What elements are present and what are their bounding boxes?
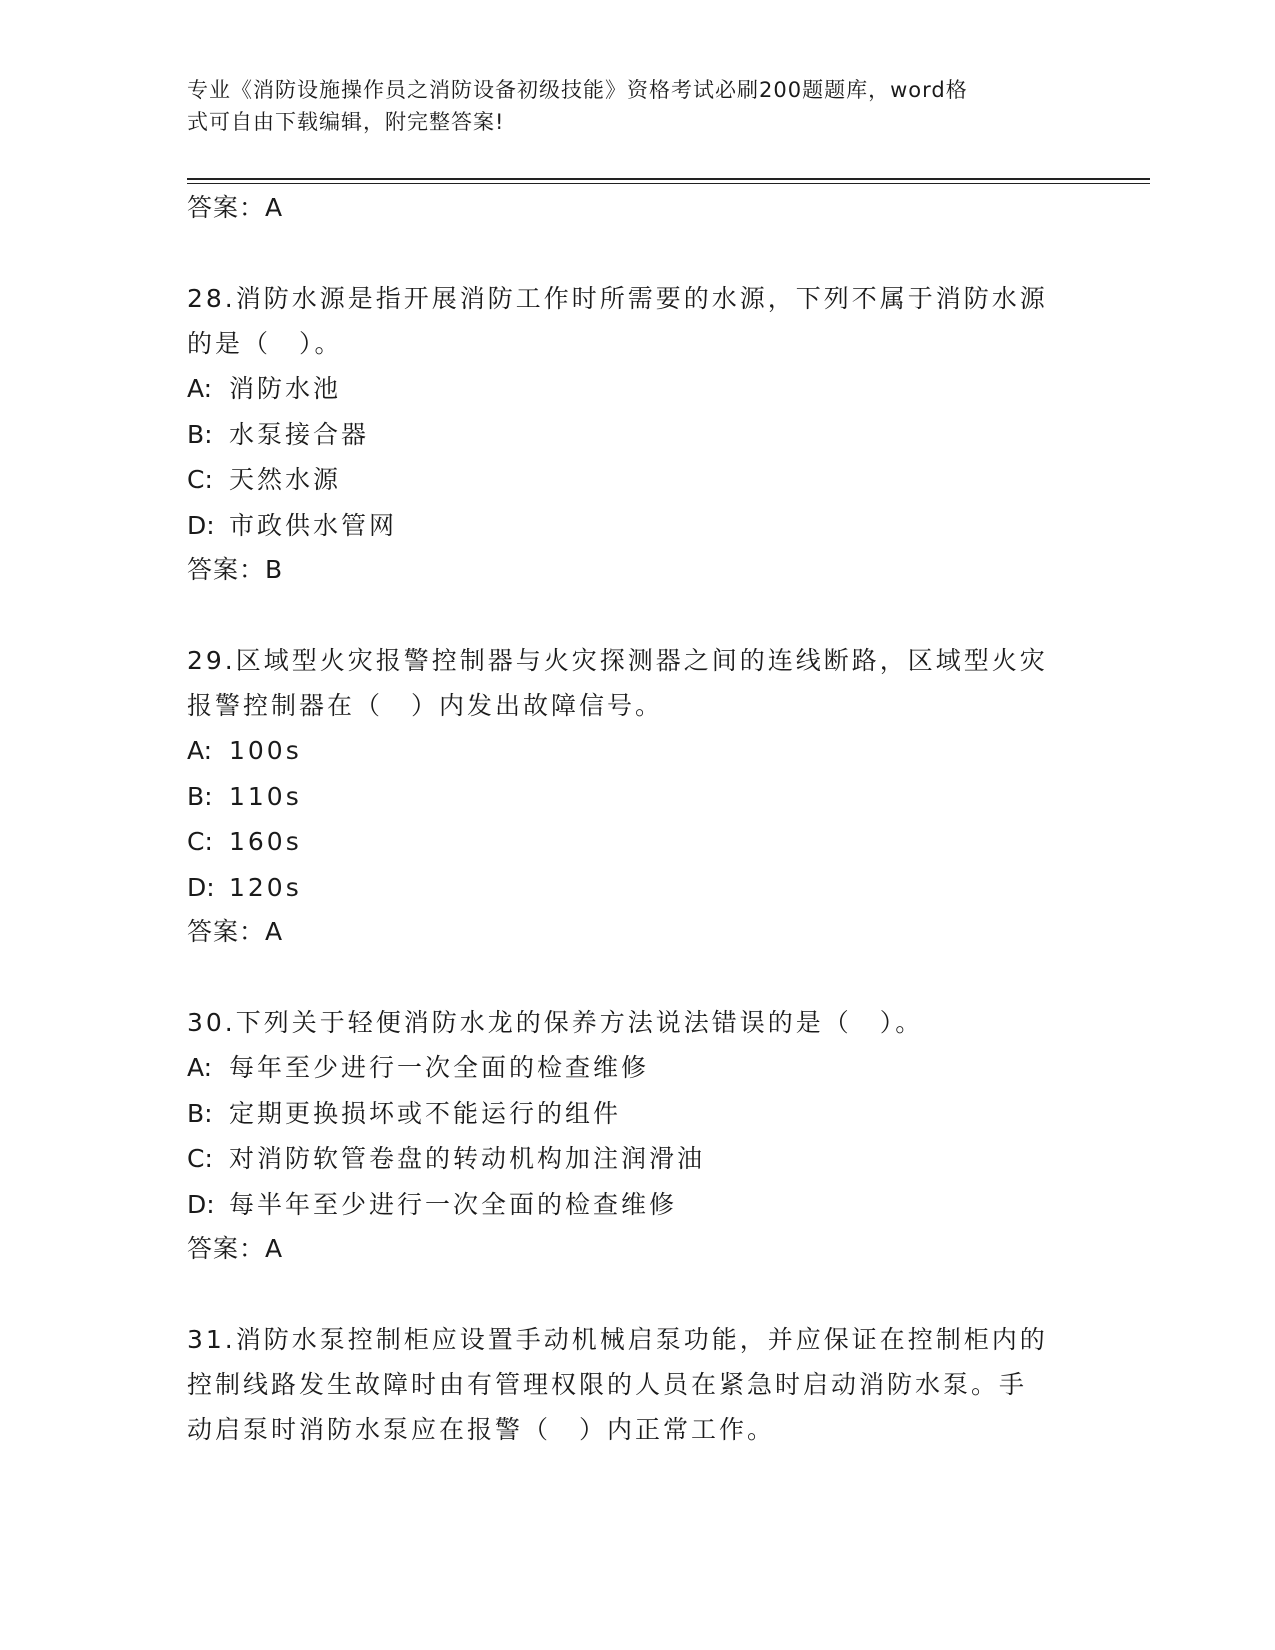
answer-line: 答案：B <box>187 555 284 584</box>
question-28 <box>187 276 1087 592</box>
option-text: 消防水池 <box>229 374 342 403</box>
option-letter: D: <box>187 1189 215 1219</box>
option-text: 对消防软管卷盘的转动机构加注润滑油 <box>229 1144 706 1173</box>
option-letter: A: <box>187 736 213 765</box>
question-31 <box>187 1317 1087 1452</box>
question-text-line: 的是（ ）。 <box>187 329 343 358</box>
question-29 <box>187 638 1087 954</box>
option-letter: B: <box>187 1098 213 1128</box>
option-letter: B: <box>187 419 213 449</box>
option-a <box>187 1045 1087 1091</box>
option-b <box>187 412 1087 458</box>
answer-line: 答案：A <box>187 193 284 222</box>
document-header <box>187 74 1067 138</box>
question-text-line: 28.消防水源是指开展消防工作时所需要的水源，下列不属于消防水源 <box>187 284 1048 313</box>
answer-line: 答案：A <box>187 917 284 946</box>
option-text: 天然水源 <box>229 465 342 494</box>
option-letter: C: <box>187 465 213 494</box>
option-b <box>187 1091 1087 1137</box>
question-text-line: 报警控制器在（ ）内发出故障信号。 <box>187 691 664 720</box>
option-letter: D: <box>187 872 215 902</box>
option-a <box>187 728 1087 774</box>
header-line-2: 式可自由下载编辑，附完整答案! <box>187 110 505 134</box>
option-c <box>187 1136 1087 1182</box>
option-text: 110s <box>229 781 302 811</box>
option-letter: A: <box>187 1053 213 1082</box>
option-d <box>187 1182 1087 1228</box>
option-c <box>187 819 1087 865</box>
question-text-line: 动启泵时消防水泵应在报警（ ）内正常工作。 <box>187 1415 776 1444</box>
option-b <box>187 774 1087 820</box>
answer-line: 答案：A <box>187 1234 284 1263</box>
option-d <box>187 865 1087 911</box>
header-line-1: 专业《消防设施操作员之消防设备初级技能》资格考试必刷200题题库，word格 <box>187 78 968 102</box>
header-rule-thin <box>187 183 1150 184</box>
option-letter: A: <box>187 374 213 403</box>
option-letter: C: <box>187 827 213 856</box>
option-text: 120s <box>229 872 302 902</box>
option-text: 定期更换损坏或不能运行的组件 <box>229 1098 622 1128</box>
option-d <box>187 503 1087 549</box>
question-30 <box>187 1000 1087 1271</box>
option-letter: C: <box>187 1144 213 1173</box>
question-text-line: 控制线路发生故障时由有管理权限的人员在紧急时启动消防水泵。手 <box>187 1370 1028 1399</box>
option-text: 每年至少进行一次全面的检查维修 <box>229 1053 650 1082</box>
header-rule-thick <box>187 178 1150 180</box>
option-text: 水泵接合器 <box>229 419 370 449</box>
option-text: 100s <box>229 736 302 765</box>
question-list <box>187 186 1087 1452</box>
question-text-line: 29.区域型火灾报警控制器与火灾探测器之间的连线断路，区域型火灾 <box>187 646 1048 675</box>
option-text: 160s <box>229 827 302 856</box>
option-c <box>187 457 1087 503</box>
question-text-line: 31.消防水泵控制柜应设置手动机械启泵功能，并应保证在控制柜内的 <box>187 1325 1048 1354</box>
option-text: 市政供水管网 <box>229 510 398 540</box>
option-a <box>187 366 1087 412</box>
option-letter: B: <box>187 781 213 811</box>
question-text-line: 30.下列关于轻便消防水龙的保养方法说法错误的是（ ）。 <box>187 1008 924 1037</box>
option-letter: D: <box>187 510 215 540</box>
option-text: 每半年至少进行一次全面的检查维修 <box>229 1189 678 1219</box>
